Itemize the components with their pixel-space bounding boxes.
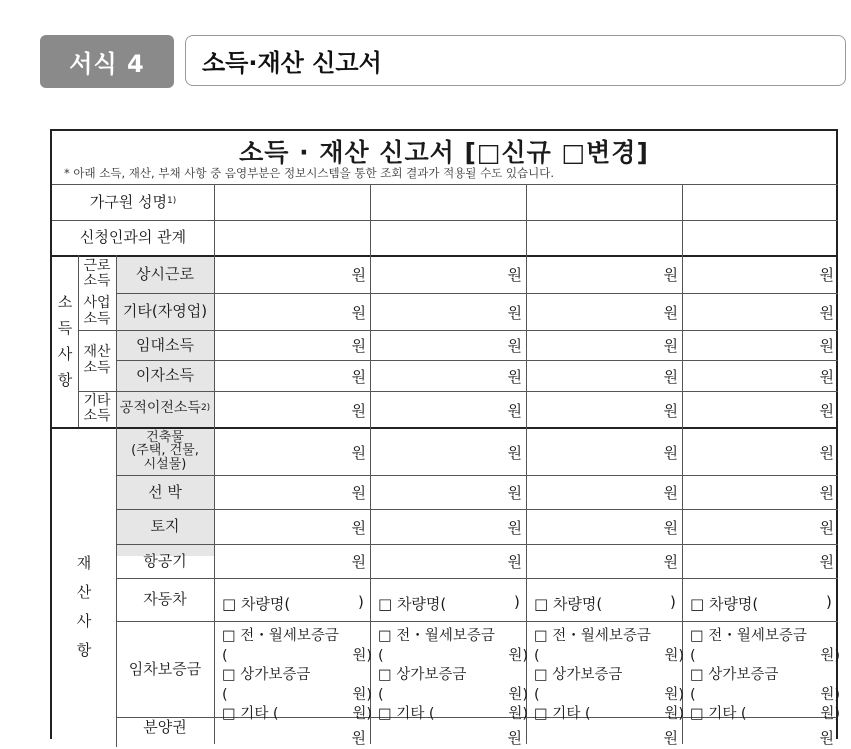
building-label: 건축물 (주택, 건물, 시설물) [131, 429, 199, 472]
self-employed-label: 기타(자영업) [122, 302, 208, 321]
amount-unit: 원 [819, 444, 834, 462]
amount-unit: 원 [663, 266, 678, 284]
amount-unit: 원 [507, 368, 522, 386]
deposit-unit: 원) [664, 647, 684, 664]
amount-unit: 원 [819, 553, 834, 571]
deposit-option-text: □ 기타 ( [690, 706, 747, 722]
deposit-unit: 원) [352, 686, 372, 703]
amount-unit: 원 [351, 729, 366, 747]
deposit-unit: 원) [820, 706, 840, 722]
deposit-option-text: ( [222, 647, 228, 664]
deposit-options[interactable] [534, 627, 684, 725]
amount-unit: 원 [507, 304, 522, 322]
deposit-option-text: □ 상가보증금 [222, 667, 311, 683]
presale-right-label: 분양권 [143, 718, 187, 736]
deposit-option-text: □ 전・월세보증금 [222, 628, 339, 644]
deposit-option-text: □ 상가보증금 [378, 667, 467, 683]
deposit-option-text: □ 기타 ( [222, 706, 279, 722]
deposit-option-text: □ 전・월세보증금 [534, 628, 651, 644]
rental-income-label: 임대소득 [136, 335, 194, 354]
amount-unit: 원 [819, 304, 834, 322]
relation-label: 신청인과의 관계 [79, 228, 187, 247]
income-property-form [50, 129, 840, 747]
amount-unit: 원 [507, 337, 522, 355]
amount-unit: 원 [663, 304, 678, 322]
amount-unit: 원 [663, 484, 678, 502]
deposit-unit: 원) [664, 706, 684, 722]
ship-label: 선 박 [148, 482, 182, 501]
earned-income-group: 근로 소득 [83, 257, 111, 289]
vehicle-name-field[interactable]: □ 차량명( [690, 595, 759, 613]
public-transfer-label: 공적이전소득 2) [119, 400, 211, 417]
amount-unit: 원 [819, 368, 834, 386]
amount-unit: 원 [507, 402, 522, 420]
deposit-option-text: ( [534, 647, 540, 664]
member-name-label: 가구원 성명 1) [89, 192, 177, 211]
deposit-options[interactable] [378, 627, 528, 725]
amount-unit: 원 [351, 519, 366, 537]
amount-unit: 원 [663, 519, 678, 537]
deposit-unit: 원) [352, 647, 372, 664]
amount-unit: 원 [819, 266, 834, 284]
amount-unit: 원 [819, 519, 834, 537]
page-title: 소득·재산 신고서 [185, 35, 846, 86]
regular-work-label: 상시근로 [136, 264, 194, 283]
property-section-label: 재 산 사 항 [76, 554, 92, 659]
vehicle-name-close: ) [358, 593, 364, 611]
deposit-option-text: □ 상가보증금 [534, 667, 623, 683]
amount-unit: 원 [351, 484, 366, 502]
amount-unit: 원 [507, 484, 522, 502]
income-section-label: 소 득 사 항 [57, 293, 73, 389]
amount-unit: 원 [351, 368, 366, 386]
deposit-option-text: ( [534, 686, 540, 703]
deposit-unit: 원) [352, 706, 372, 722]
vehicle-name-close: ) [826, 593, 832, 611]
deposit-option-text: □ 전・월세보증금 [690, 628, 807, 644]
deposit-options[interactable] [690, 627, 840, 725]
vehicle-name-field[interactable]: □ 차량명( [222, 595, 291, 613]
deposit-unit: 원) [664, 686, 684, 703]
deposit-unit: 원) [820, 686, 840, 703]
interest-income-label: 이자소득 [136, 366, 194, 385]
deposit-unit: 원) [508, 706, 528, 722]
deposit-unit: 원) [820, 647, 840, 664]
land-label: 토지 [150, 517, 180, 536]
amount-unit: 원 [819, 729, 834, 747]
deposit-label: 임차보증금 [128, 659, 202, 678]
amount-unit: 원 [507, 519, 522, 537]
vehicle-label: 자동차 [143, 590, 187, 609]
deposit-option-text: ( [222, 686, 228, 703]
deposit-option-text: ( [378, 686, 384, 703]
deposit-option-text: □ 상가보증금 [690, 667, 779, 683]
aircraft-label: 항공기 [143, 551, 187, 570]
amount-unit: 원 [507, 444, 522, 462]
vehicle-name-close: ) [670, 593, 676, 611]
deposit-option-text: □ 전・월세보증금 [378, 628, 495, 644]
vehicle-name-field[interactable]: □ 차량명( [378, 595, 447, 613]
amount-unit: 원 [351, 402, 366, 420]
amount-unit: 원 [663, 729, 678, 747]
amount-unit: 원 [507, 553, 522, 571]
amount-unit: 원 [663, 368, 678, 386]
property-income-group: 재산 소득 [83, 344, 111, 376]
amount-unit: 원 [663, 444, 678, 462]
amount-unit: 원 [819, 402, 834, 420]
vehicle-name-close: ) [514, 593, 520, 611]
amount-unit: 원 [819, 337, 834, 355]
amount-unit: 원 [351, 266, 366, 284]
deposit-unit: 원) [508, 686, 528, 703]
form-note: * 아래 소득, 재산, 부채 사항 중 음영부분은 정보시스템을 통한 조회 결과가 적용될 수도 있습니다. [64, 166, 555, 180]
deposit-options[interactable] [222, 627, 372, 725]
other-income-group: 기타 소득 [83, 392, 111, 424]
amount-unit: 원 [507, 729, 522, 747]
deposit-option-text: ( [378, 647, 384, 664]
form-title: 소득 · 재산 신고서 [□신규 □변경] [239, 138, 649, 167]
amount-unit: 원 [663, 402, 678, 420]
business-income-group: 사업 소득 [83, 295, 111, 327]
deposit-option-text: □ 기타 ( [378, 706, 435, 722]
amount-unit: 원 [507, 266, 522, 284]
amount-unit: 원 [351, 444, 366, 462]
deposit-option-text: ( [690, 647, 696, 664]
amount-unit: 원 [819, 484, 834, 502]
amount-unit: 원 [351, 337, 366, 355]
amount-unit: 원 [663, 337, 678, 355]
amount-unit: 원 [351, 304, 366, 322]
form-number-badge: 서식 4 [40, 35, 174, 88]
vehicle-name-field[interactable]: □ 차량명( [534, 595, 603, 613]
amount-unit: 원 [351, 553, 366, 571]
deposit-option-text: □ 기타 ( [534, 706, 591, 722]
deposit-unit: 원) [508, 647, 528, 664]
amount-unit: 원 [663, 553, 678, 571]
deposit-option-text: ( [690, 686, 696, 703]
